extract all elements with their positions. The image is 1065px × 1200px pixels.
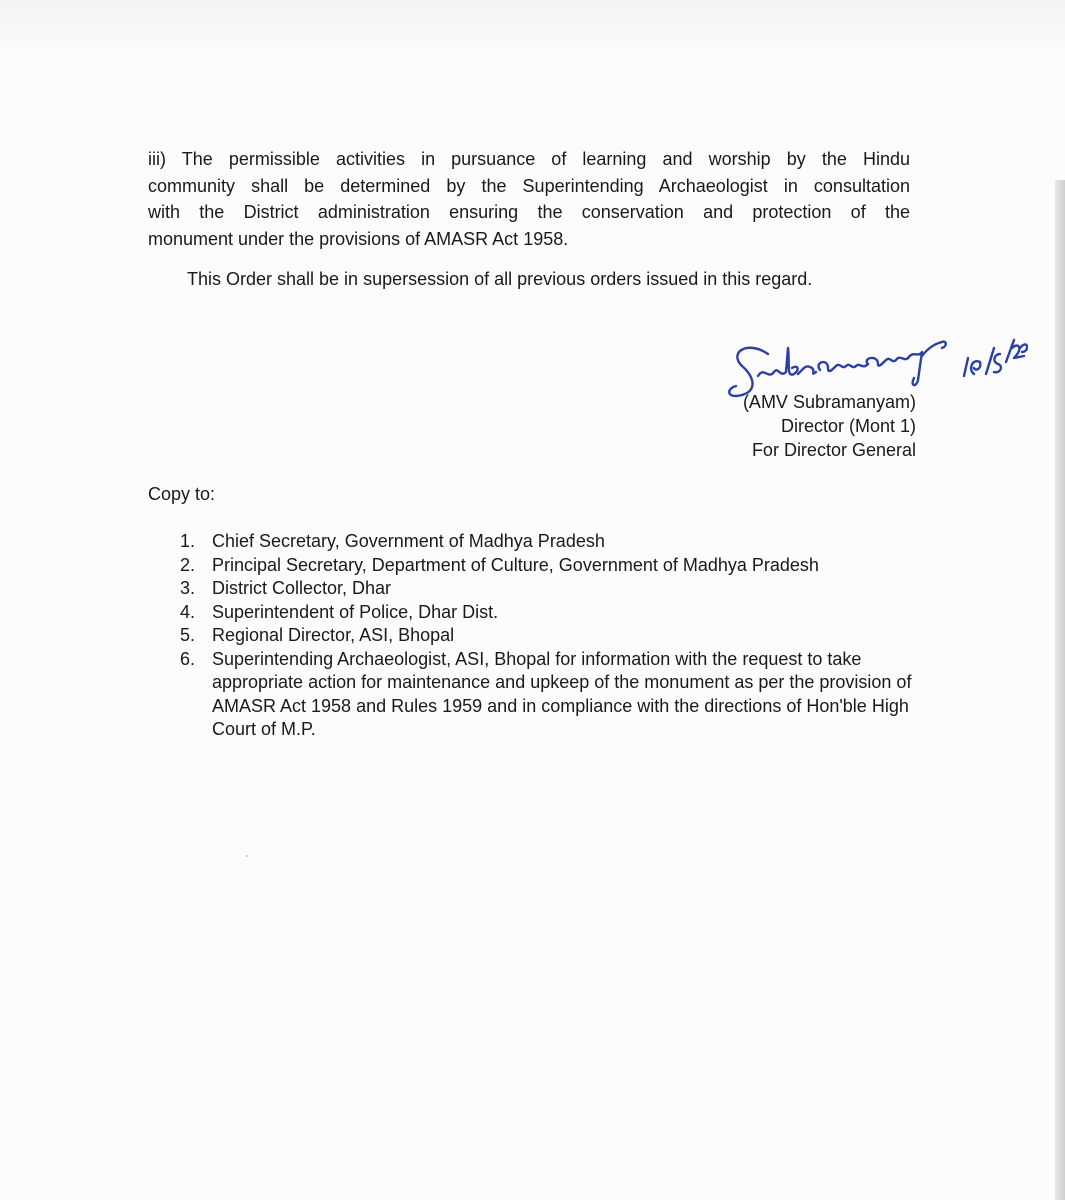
list-item-number: 6.: [180, 648, 196, 669]
list-item-number: 3.: [180, 578, 196, 598]
list-item-text: Chief Secretary, Government of Madhya Pradesh: [212, 531, 605, 551]
copy-to-heading: Copy to:: [148, 484, 216, 504]
list-item-number: 2.: [180, 554, 196, 575]
list-item: [180, 601, 930, 625]
scan-speck: [246, 855, 248, 857]
page-shadow-top: [0, 0, 1065, 60]
list-item-number: 1.: [180, 531, 196, 551]
list-item-text: Regional Director, ASI, Bhopal: [212, 625, 455, 645]
list-item-number: 5.: [180, 625, 196, 645]
list-item-text: Superintendent of Police, Dhar Dist.: [212, 601, 499, 622]
signatory-designation: Director (Mont 1): [780, 416, 916, 436]
signatory-name: (AMV Subramanyam): [742, 392, 916, 412]
list-item: [180, 648, 930, 742]
list-item-number: 4.: [180, 601, 196, 622]
list-item: [180, 624, 930, 648]
clause-iii-line: iii) The permissible activities in pursuance of learning and worship by the Hindu: [148, 149, 910, 169]
order-statement: This Order shall be in supersession of all previous orders issued in this regard.: [187, 269, 813, 289]
list-item: [180, 530, 930, 554]
list-item: [180, 554, 930, 578]
clause-iii-line: community shall be determined by the Superintending Archaeologist in consultation: [148, 175, 910, 196]
clause-iii-line: with the District administration ensuring the conservation and protection of the: [148, 202, 910, 222]
clause-iii-line: monument under the provisions of AMASR Act 1958.: [148, 228, 569, 249]
list-item-text: Principal Secretary, Department of Culture, Government of Madhya Pradesh: [212, 554, 819, 575]
list-item-text: District Collector, Dhar: [212, 578, 392, 598]
signatory-on-behalf: For Director General: [751, 440, 916, 460]
list-item: [180, 577, 930, 601]
page-edge-right: [1055, 180, 1065, 1200]
clause-iii-paragraph: [148, 146, 910, 252]
list-item-text: Superintending Archaeologist, ASI, Bhopal for information with the request to take appropriate action for maintenance and upkeep of the monument as per the provision of AMASR Act 1958 and Rules 1959 and in compliance with the directions of Hon'ble High Court of M.P.: [212, 648, 912, 739]
copy-to-list: [180, 530, 930, 742]
